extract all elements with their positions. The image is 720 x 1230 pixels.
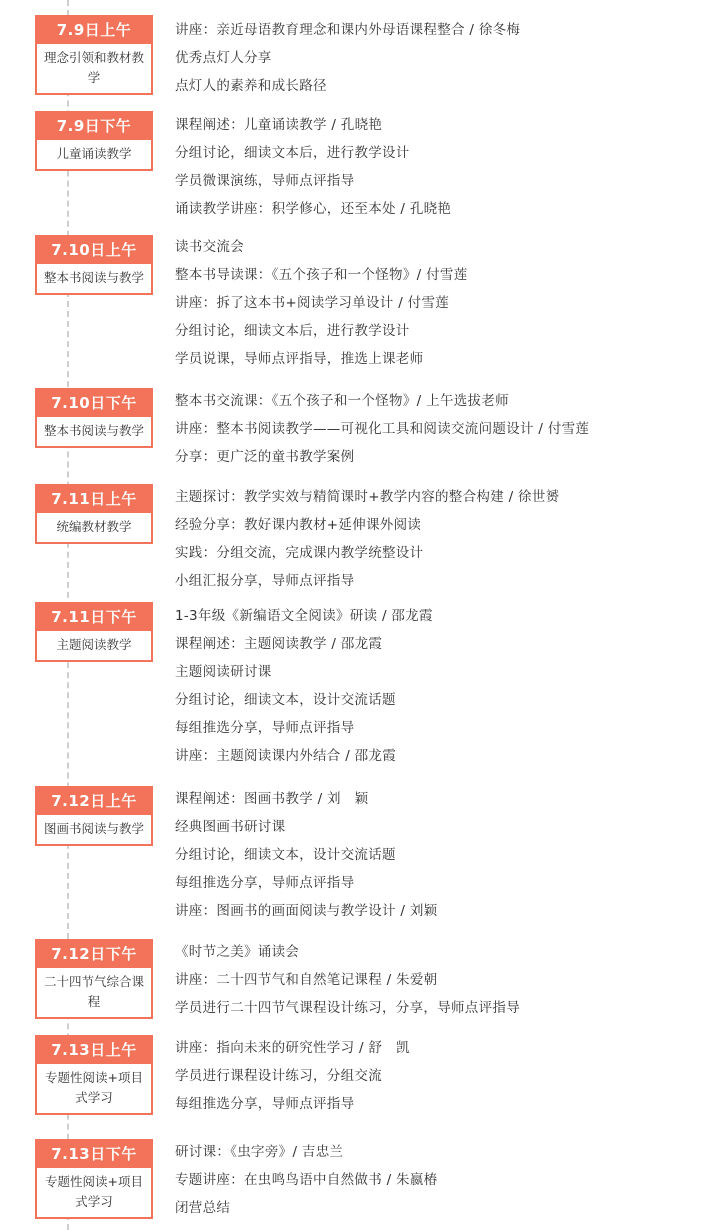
activity-item: 主题探讨：教学实效与精简课时+教学内容的整合构建 / 徐世赟	[175, 489, 560, 505]
activity-item: 讲座：图画书的画面阅读与教学设计 / 刘颖	[175, 903, 438, 919]
activity-list	[175, 16, 520, 100]
activity-item: 整本书交流课：《五个孩子和一个怪物》/ 上午选拔老师	[175, 393, 509, 409]
date-card	[35, 1139, 153, 1219]
activity-list	[175, 1138, 437, 1222]
session-topic: 专题性阅读+项目式学习	[45, 1070, 143, 1105]
activity-item: 课程阐述：儿童诵读教学 / 孔晓艳	[175, 117, 383, 133]
session-topic: 图画书阅读与教学	[43, 821, 144, 836]
activity-item: 分组讨论，细读文本，设计交流话题	[175, 847, 396, 863]
activity-list	[175, 1034, 410, 1118]
activity-list	[175, 483, 559, 595]
activity-list	[175, 785, 437, 925]
activity-item: 每组推选分享，导师点评指导	[175, 1096, 355, 1112]
activity-item: 每组推选分享，导师点评指导	[175, 875, 355, 891]
session-topic: 整本书阅读与教学	[43, 423, 144, 438]
activity-item: 学员微课演练，导师点评指导	[175, 173, 355, 189]
activity-list	[175, 602, 433, 770]
date-label: 7.10日下午	[37, 390, 151, 417]
date-label: 7.9日下午	[37, 113, 151, 140]
date-label: 7.11日下午	[37, 604, 151, 631]
date-label: 7.11日上午	[37, 486, 151, 513]
date-card	[35, 1035, 153, 1115]
session-topic: 理念引领和教材教学	[43, 50, 144, 85]
date-card	[35, 786, 153, 846]
activity-item: 闭营总结	[175, 1200, 231, 1216]
date-card	[35, 235, 153, 295]
activity-item: 分组讨论，细读文本后，进行教学设计	[175, 145, 410, 161]
date-card	[35, 388, 153, 448]
date-label: 7.9日上午	[37, 17, 151, 44]
activity-item: 讲座：主题阅读课内外结合 / 邵龙霞	[175, 748, 397, 764]
activity-item: 讲座：拆了这本书+阅读学习单设计 / 付雪莲	[175, 295, 450, 311]
date-card	[35, 484, 153, 544]
activity-item: 讲座：亲近母语教育理念和课内外母语课程整合 / 徐冬梅	[175, 22, 521, 38]
date-label: 7.13日上午	[37, 1037, 151, 1064]
activity-item: 诵读教学讲座：积学修心，还至本处 / 孔晓艳	[175, 201, 452, 217]
activity-item: 读书交流会	[175, 239, 244, 255]
activity-item: 研讨课：《虫字旁》/ 吉忠兰	[175, 1144, 344, 1160]
date-label: 7.10日上午	[37, 237, 151, 264]
activity-list	[175, 111, 451, 223]
activity-item: 经典图画书研讨课	[175, 819, 286, 835]
session-topic: 统编教材教学	[56, 519, 132, 534]
activity-item: 整本书导读课：《五个孩子和一个怪物》/ 付雪莲	[175, 267, 468, 283]
activity-item: 实践：分组交流，完成课内教学统整设计	[175, 545, 424, 561]
activity-item: 学员说课，导师点评指导，推选上课老师	[175, 351, 424, 367]
activity-item: 1-3年级《新编语文全阅读》研读 / 邵龙霞	[175, 608, 433, 624]
activity-item: 学员进行二十四节气课程设计练习，分享，导师点评指导	[175, 1000, 520, 1016]
date-label: 7.13日下午	[37, 1141, 151, 1168]
date-card	[35, 111, 153, 171]
activity-item: 讲座：二十四节气和自然笔记课程 / 朱爱朝	[175, 972, 438, 988]
activity-item: 点灯人的素养和成长路径	[175, 78, 327, 94]
activity-item: 学员进行课程设计练习，分组交流	[175, 1068, 382, 1084]
session-topic: 二十四节气综合课程	[43, 974, 144, 1009]
activity-list	[175, 387, 589, 471]
activity-item: 课程阐述：主题阅读教学 / 邵龙霞	[175, 636, 383, 652]
date-card	[35, 939, 153, 1019]
activity-item: 讲座：指向未来的研究性学习 / 舒 凯	[175, 1040, 410, 1056]
session-topic: 专题性阅读+项目式学习	[45, 1174, 143, 1209]
activity-item: 每组推选分享，导师点评指导	[175, 720, 355, 736]
activity-item: 专题讲座：在虫鸣鸟语中自然做书 / 朱嬴椿	[175, 1172, 438, 1188]
activity-item: 小组汇报分享，导师点评指导	[175, 573, 355, 589]
activity-list	[175, 233, 468, 373]
activity-item: 分组讨论，细读文本后，进行教学设计	[175, 323, 410, 339]
activity-item: 《时节之美》诵读会	[175, 944, 300, 960]
date-card	[35, 15, 153, 95]
session-topic: 主题阅读教学	[56, 637, 132, 652]
activity-item: 主题阅读研讨课	[175, 664, 272, 680]
activity-item: 讲座：整本书阅读教学——可视化工具和阅读交流问题设计 / 付雪莲	[175, 421, 590, 437]
date-card	[35, 602, 153, 662]
activity-item: 经验分享：教好课内教材+延伸课外阅读	[175, 517, 422, 533]
session-topic: 儿童诵读教学	[56, 146, 132, 161]
date-label: 7.12日上午	[37, 788, 151, 815]
date-label: 7.12日下午	[37, 941, 151, 968]
activity-item: 优秀点灯人分享	[175, 50, 272, 66]
session-topic: 整本书阅读与教学	[43, 270, 144, 285]
activity-list	[175, 938, 520, 1022]
activity-item: 分享：更广泛的童书教学案例	[175, 449, 355, 465]
activity-item: 分组讨论，细读文本，设计交流话题	[175, 692, 396, 708]
activity-item: 课程阐述：图画书教学 / 刘 颖	[175, 791, 369, 807]
